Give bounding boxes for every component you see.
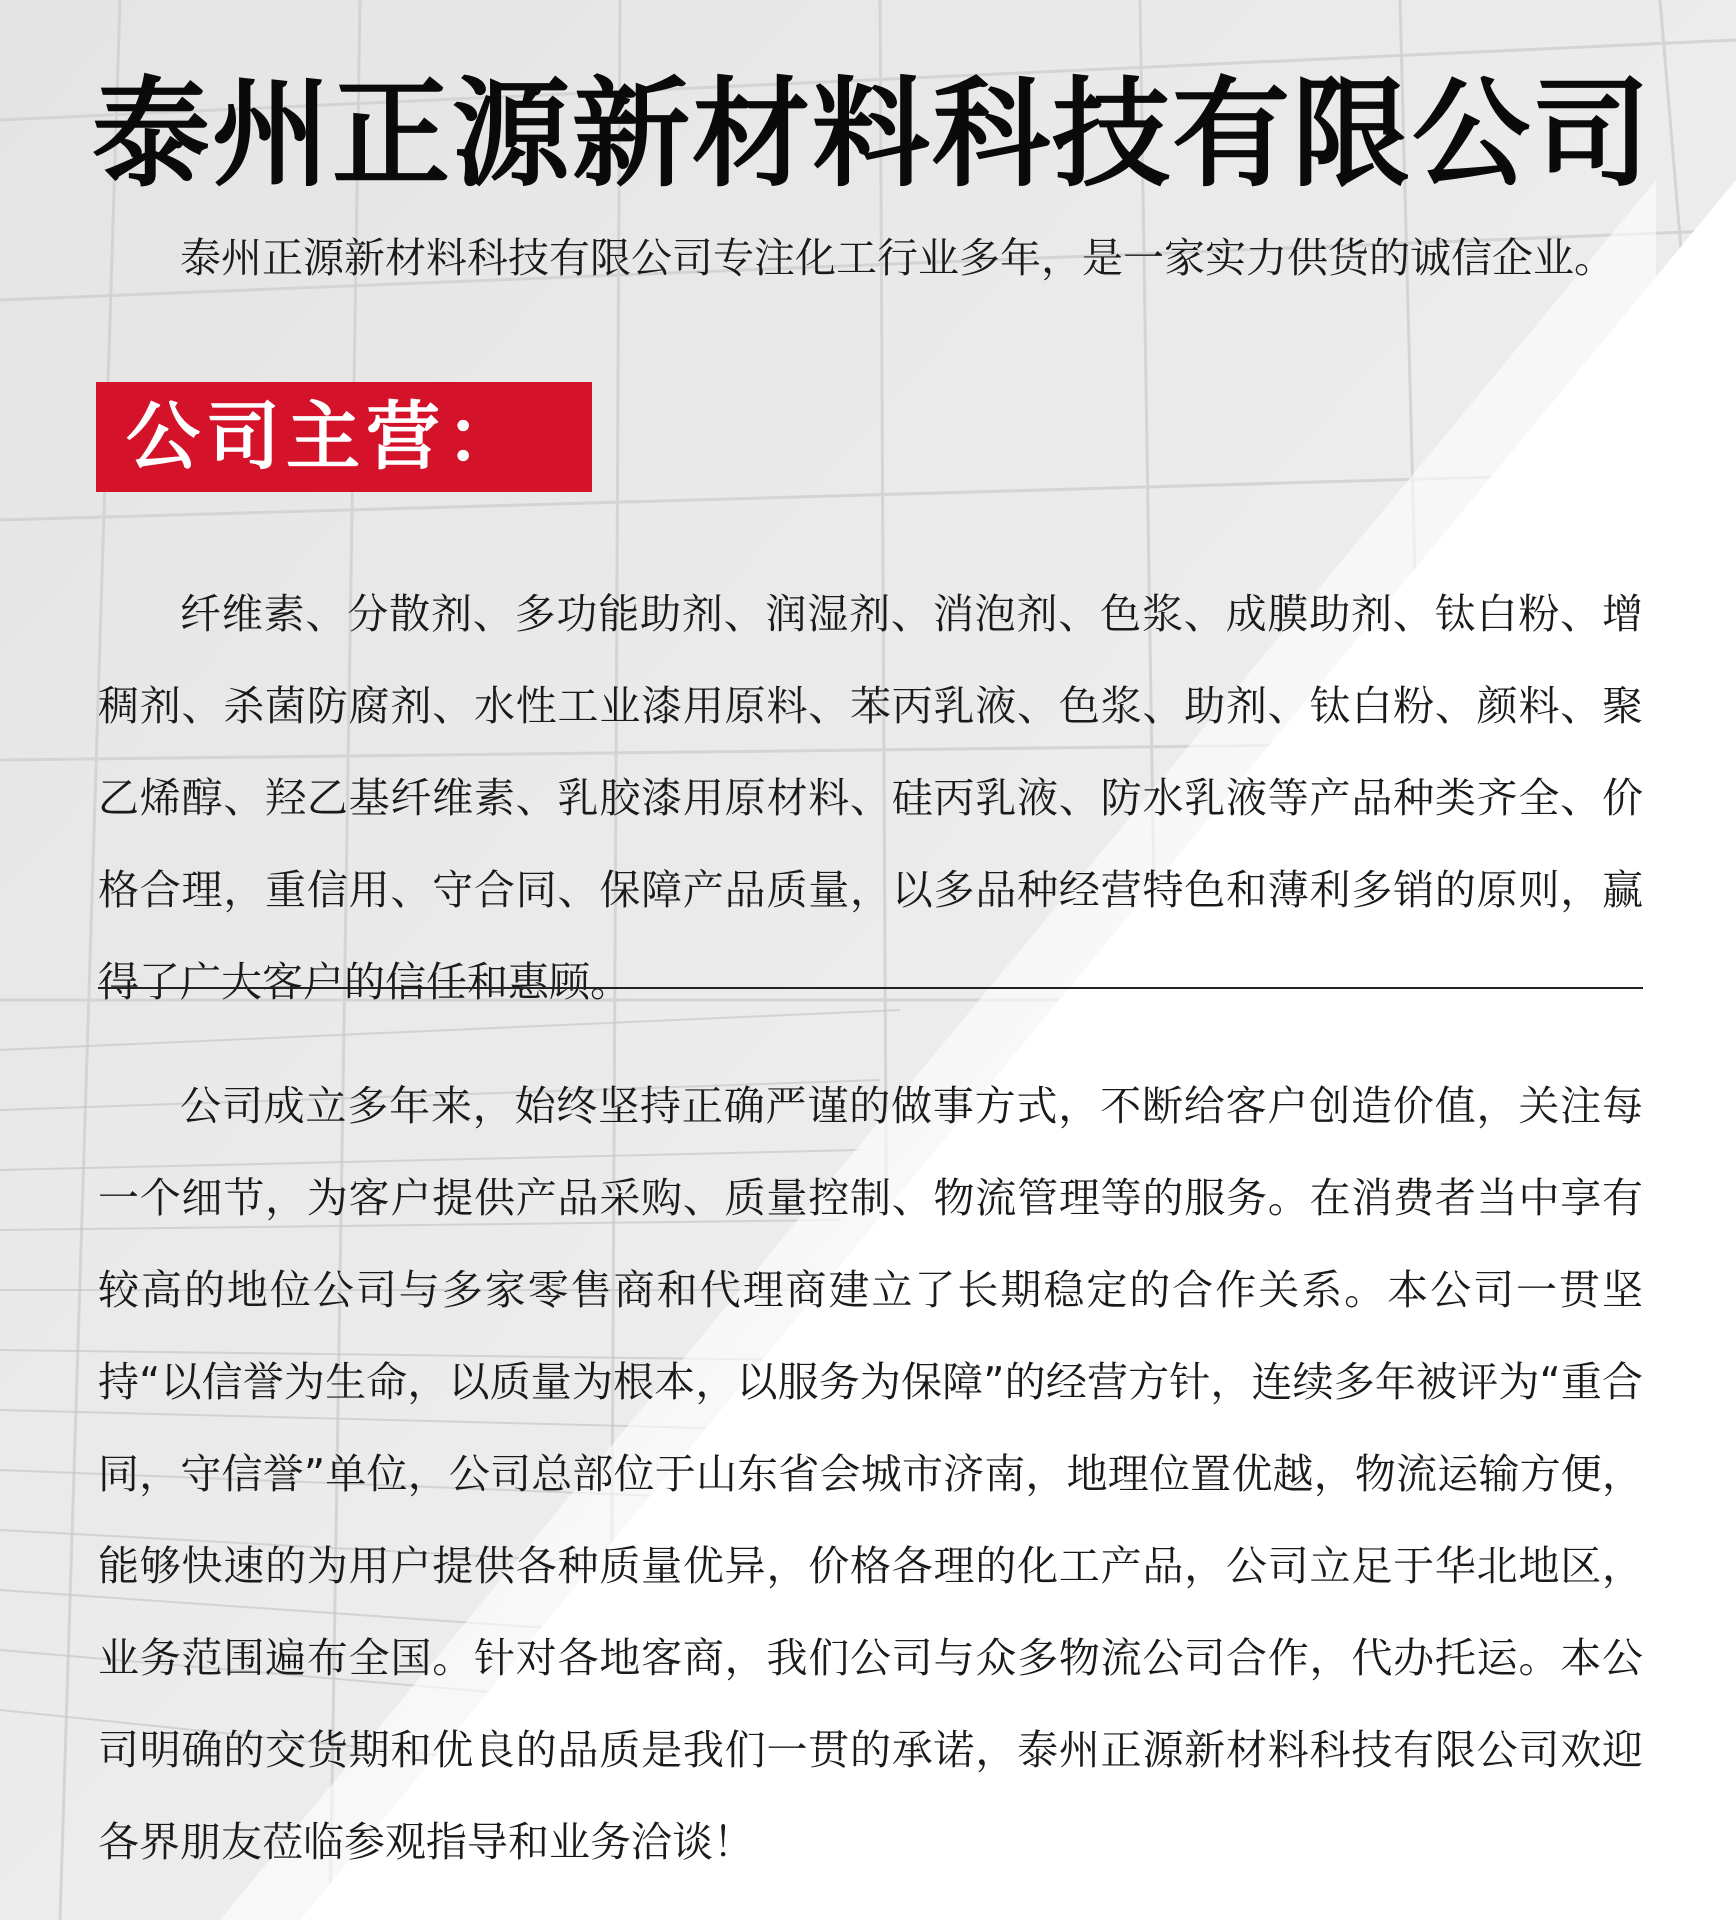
about-description: 公司成立多年来，始终坚持正确严谨的做事方式，不断给客户创造价值，关注每一个细节，为客户提供产品采购、质量控制、物流管理等的服务。在消费者当中享有较高的地位公司与多家零售商和代理商建立了长期稳定的合作关系。本公司一贯坚持“以信誉为生命，以质量为根本，以服务为保障”的经营方针，连续多年被评为“重合同，守信誉”单位，公司总部位于山东省会城市济南，地理位置优越，物流运输方便，能够快速的为用户提供各种质量优异，价格各理的化工产品，公司立足于华北地区，业务范围遍布全国。针对各地客商，我们公司与众多物流公司合作，代办托运。本公司明确的交货期和优良的品质是我们一贯的承诺，泰州正源新材料科技有限公司欢迎各界朋友莅临参观指导和业务洽谈！ <box>98 1082 1643 1866</box>
main-business-description: 纤维素、分散剂、多功能助剂、润湿剂、消泡剂、色浆、成膜助剂、钛白粉、增稠剂、杀菌防腐剂、水性工业漆用原料、苯丙乳液、色浆、助剂、钛白粉、颜料、聚乙烯醇、羟乙基纤维素、乳胶漆用原材料、硅丙乳液、防水乳液等产品种类齐全、价格合理，重信用、守合同、保障产品质量，以多品种经营特色和薄利多销的原则，赢得了广大客户的信任和惠顾。 <box>98 590 1643 1006</box>
company-title: 泰州正源新材料科技有限公司 <box>92 65 1653 203</box>
main-business-heading: 公司主营： <box>96 382 592 492</box>
section-divider <box>98 987 1643 989</box>
company-intro: 泰州正源新材料科技有限公司专注化工行业多年，是一家实力供货的诚信企业。 <box>180 234 1615 282</box>
